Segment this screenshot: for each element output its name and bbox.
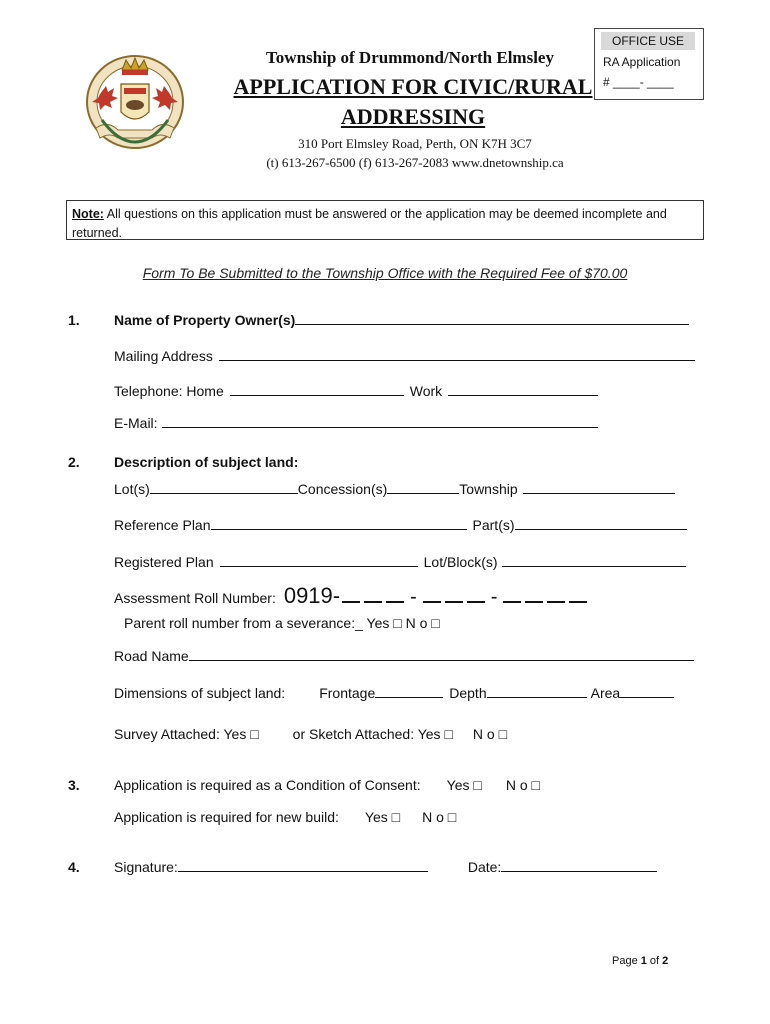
telephone-work-label: Work xyxy=(409,383,443,399)
sketch-attached-no[interactable]: N o □ xyxy=(472,726,508,742)
roll-digit[interactable] xyxy=(503,587,521,603)
email-field[interactable] xyxy=(162,415,598,428)
township-address-block xyxy=(220,134,610,172)
telephone-home-label: Telephone: Home xyxy=(114,383,224,399)
consent-yes[interactable]: Yes □ xyxy=(446,777,482,793)
section-1-number: 1. xyxy=(68,312,80,328)
survey-attached-yes[interactable]: Survey Attached: Yes □ xyxy=(114,726,259,742)
township-name: Township of Drummond/North Elmsley xyxy=(266,48,554,67)
owner-name-field[interactable] xyxy=(295,312,689,325)
frontage-field[interactable] xyxy=(375,685,443,698)
mailing-address-row xyxy=(114,348,695,364)
title-line-1: APPLICATION FOR CIVIC/RURAL xyxy=(233,74,593,99)
roll-digit[interactable] xyxy=(467,587,485,603)
note-label: Note: xyxy=(72,207,104,221)
roll-digit[interactable] xyxy=(386,587,404,603)
sketch-attached-yes[interactable]: or Sketch Attached: Yes □ xyxy=(292,726,453,742)
consent-row xyxy=(114,777,540,793)
note-text xyxy=(72,205,698,240)
dimensions-label: Dimensions of subject land: xyxy=(114,685,286,701)
section-2-heading: Description of subject land: xyxy=(114,454,299,470)
dimensions-row xyxy=(114,685,674,701)
signature-field[interactable] xyxy=(178,859,428,872)
roll-digit[interactable] xyxy=(423,587,441,603)
registered-plan-label: Registered Plan xyxy=(114,554,214,570)
assessment-roll-row: Assessment Roll Number: 0919- - - xyxy=(114,583,589,609)
consent-no[interactable]: N o □ xyxy=(505,777,540,793)
page-title xyxy=(228,72,598,132)
lot-label: Lot(s) xyxy=(114,481,150,497)
parts-label: Part(s) xyxy=(472,517,515,533)
contact-info: (t) 613-267-6500 (f) 613-267-2083 www.dnetownship.ca xyxy=(266,155,564,170)
office-use-box xyxy=(594,28,704,100)
section-2-number: 2. xyxy=(68,454,80,470)
township-crest-logo xyxy=(78,50,192,154)
township-label: Township xyxy=(459,481,518,497)
parent-roll-severance[interactable]: Parent roll number from a severance:_ Yes □ N o □ xyxy=(124,615,440,631)
new-build-yes[interactable]: Yes □ xyxy=(364,809,401,825)
reference-plan-field[interactable] xyxy=(211,517,467,530)
depth-field[interactable] xyxy=(487,685,587,698)
lot-field[interactable] xyxy=(150,481,298,494)
signature-date-row xyxy=(114,859,657,875)
roll-digit[interactable] xyxy=(445,587,463,603)
mailing-address-field[interactable] xyxy=(219,348,695,361)
roll-digit[interactable] xyxy=(569,587,587,603)
concession-label: Concession(s) xyxy=(297,481,388,497)
roll-digit[interactable] xyxy=(547,587,565,603)
telephone-row xyxy=(114,383,598,399)
telephone-home-field[interactable] xyxy=(230,383,404,396)
ra-application-label: RA Application xyxy=(603,55,681,69)
new-build-row xyxy=(114,809,456,825)
roll-digit[interactable] xyxy=(342,587,360,603)
telephone-work-field[interactable] xyxy=(448,383,598,396)
submission-instructions: Form To Be Submitted to the Township Office with the Required Fee of $70.00 xyxy=(142,265,628,281)
township-field[interactable] xyxy=(523,481,675,494)
survey-sketch-row xyxy=(114,726,507,742)
road-name-field[interactable] xyxy=(189,648,694,661)
section-4-number: 4. xyxy=(68,859,80,875)
road-name-row xyxy=(114,648,694,664)
signature-label: Signature: xyxy=(114,859,178,875)
lot-concession-row xyxy=(114,481,675,497)
road-name-label: Road Name xyxy=(114,648,189,664)
note-box xyxy=(66,200,704,240)
lot-block-label: Lot/Block(s) xyxy=(423,554,498,570)
owner-name-label: Name of Property Owner(s) xyxy=(114,312,296,328)
registered-plan-field[interactable] xyxy=(220,554,418,567)
concession-field[interactable] xyxy=(387,481,459,494)
date-label: Date: xyxy=(467,859,502,875)
area-field[interactable] xyxy=(620,685,674,698)
mailing-address-label: Mailing Address xyxy=(114,348,213,364)
frontage-label: Frontage xyxy=(319,685,376,701)
consent-label: Application is required as a Condition of Consent: xyxy=(114,777,421,793)
registered-plan-row xyxy=(114,554,686,570)
owner-name-row xyxy=(114,312,689,328)
ra-application-number: # ____- ____ xyxy=(603,75,674,89)
page-total: 2 xyxy=(662,955,669,967)
depth-label: Depth xyxy=(449,685,487,701)
date-field[interactable] xyxy=(501,859,657,872)
page-prefix: Page xyxy=(612,955,641,967)
roll-digit[interactable] xyxy=(364,587,382,603)
email-row xyxy=(114,415,598,431)
page-mid: of xyxy=(646,955,663,967)
assessment-roll-label: Assessment Roll Number: xyxy=(114,590,276,606)
section-3-number: 3. xyxy=(68,777,80,793)
office-use-heading: OFFICE USE xyxy=(601,32,695,50)
page-number xyxy=(612,955,668,967)
note-body: All questions on this application must be answered or the application may be deemed incomplete and returned. xyxy=(72,207,667,240)
page-current: 1 xyxy=(640,955,647,967)
reference-plan-label: Reference Plan xyxy=(114,517,211,533)
parts-field[interactable] xyxy=(515,517,687,530)
new-build-label: Application is required for new build: xyxy=(114,809,339,825)
reference-plan-row xyxy=(114,517,687,533)
title-line-2: ADDRESSING xyxy=(340,104,486,129)
area-label: Area xyxy=(590,685,621,701)
lot-block-field[interactable] xyxy=(502,554,686,567)
new-build-no[interactable]: N o □ xyxy=(422,809,457,825)
email-label: E-Mail: xyxy=(114,415,158,431)
street-address: 310 Port Elmsley Road, Perth, ON K7H 3C7 xyxy=(298,136,532,151)
roll-digit[interactable] xyxy=(525,587,543,603)
roll-prefix: 0919- xyxy=(283,583,341,608)
